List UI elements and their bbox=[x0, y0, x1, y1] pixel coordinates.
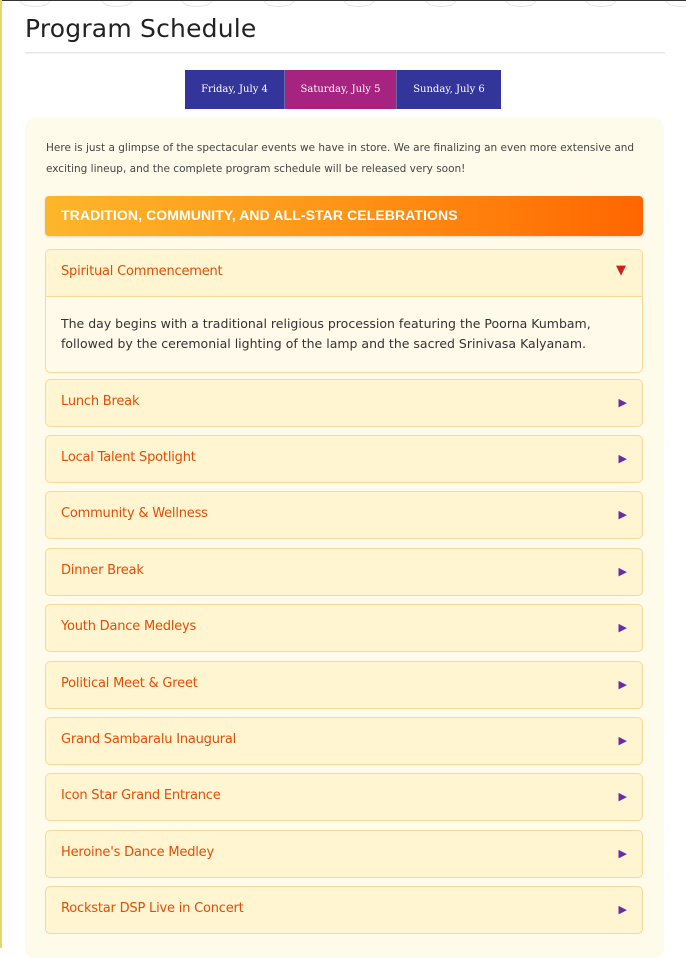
event-description: The day begins with a traditional religious procession featuring the Poorna Kumbam, followed by the ceremonial lighting of the lamp and the sacred Srinivasa Kalyanam. bbox=[46, 296, 642, 372]
event-title: Lunch Break bbox=[61, 394, 140, 409]
triangle-right-icon: ▶ bbox=[618, 678, 627, 691]
schedule-panel bbox=[25, 118, 664, 958]
triangle-right-icon: ▶ bbox=[618, 847, 627, 860]
event-title: Rockstar DSP Live in Concert bbox=[61, 901, 244, 916]
event-rockstar-dsp-concert bbox=[45, 886, 643, 934]
event-title: Heroine's Dance Medley bbox=[61, 845, 214, 860]
accordion-header[interactable] bbox=[46, 662, 642, 708]
event-community-wellness bbox=[45, 491, 643, 539]
triangle-right-icon: ▶ bbox=[618, 565, 627, 578]
event-lunch-break bbox=[45, 379, 643, 427]
event-spiritual-commencement bbox=[45, 249, 643, 373]
accordion-header[interactable] bbox=[46, 492, 642, 538]
tab-saturday[interactable]: Saturday, July 5 bbox=[285, 70, 397, 109]
triangle-right-icon: ▶ bbox=[618, 621, 627, 634]
section-title: TRADITION, COMMUNITY, AND ALL-STAR CELEBRATIONS bbox=[61, 207, 458, 223]
event-political-meet-greet bbox=[45, 661, 643, 709]
section-banner bbox=[45, 196, 643, 236]
accordion-header[interactable] bbox=[46, 831, 642, 877]
triangle-right-icon: ▶ bbox=[618, 734, 627, 747]
accordion-header[interactable] bbox=[46, 605, 642, 651]
triangle-right-icon: ▶ bbox=[618, 903, 627, 916]
tab-friday[interactable]: Friday, July 4 bbox=[185, 70, 285, 109]
event-title: Grand Sambaralu Inaugural bbox=[61, 732, 237, 747]
accordion-header[interactable] bbox=[46, 380, 642, 426]
event-title: Community & Wellness bbox=[61, 506, 208, 521]
accordion-header[interactable] bbox=[46, 250, 642, 296]
day-tabs bbox=[185, 70, 501, 109]
triangle-right-icon: ▶ bbox=[618, 790, 627, 803]
title-divider bbox=[25, 52, 665, 54]
event-local-talent-spotlight bbox=[45, 435, 643, 483]
triangle-down-icon: ▼ bbox=[616, 263, 626, 278]
event-title: Dinner Break bbox=[61, 563, 144, 578]
triangle-right-icon: ▶ bbox=[618, 508, 627, 521]
event-title: Local Talent Spotlight bbox=[61, 450, 196, 465]
accordion-header[interactable] bbox=[46, 718, 642, 764]
triangle-right-icon: ▶ bbox=[618, 452, 627, 465]
accordion-header[interactable] bbox=[46, 774, 642, 820]
triangle-right-icon: ▶ bbox=[618, 396, 627, 409]
event-title: Youth Dance Medleys bbox=[61, 619, 197, 634]
accordion-header[interactable] bbox=[46, 436, 642, 482]
event-title: Political Meet & Greet bbox=[61, 676, 198, 691]
event-title: Spiritual Commencement bbox=[61, 264, 223, 279]
event-youth-dance-medleys bbox=[45, 604, 643, 652]
top-decorative-strip bbox=[2, 0, 686, 7]
accordion-header[interactable] bbox=[46, 549, 642, 595]
event-grand-sambaralu-inaugural bbox=[45, 717, 643, 765]
event-icon-star-grand-entrance bbox=[45, 773, 643, 821]
accordion-header[interactable] bbox=[46, 887, 642, 933]
intro-text: Here is just a glimpse of the spectacular events we have in store. We are finalizing an even more extensive and exciting lineup, and the complete program schedule will be released very soon! bbox=[46, 142, 635, 175]
event-heroines-dance-medley bbox=[45, 830, 643, 878]
tab-sunday[interactable]: Sunday, July 6 bbox=[397, 70, 501, 109]
event-dinner-break bbox=[45, 548, 643, 596]
event-title: Icon Star Grand Entrance bbox=[61, 788, 221, 803]
page-title: Program Schedule bbox=[25, 14, 257, 43]
